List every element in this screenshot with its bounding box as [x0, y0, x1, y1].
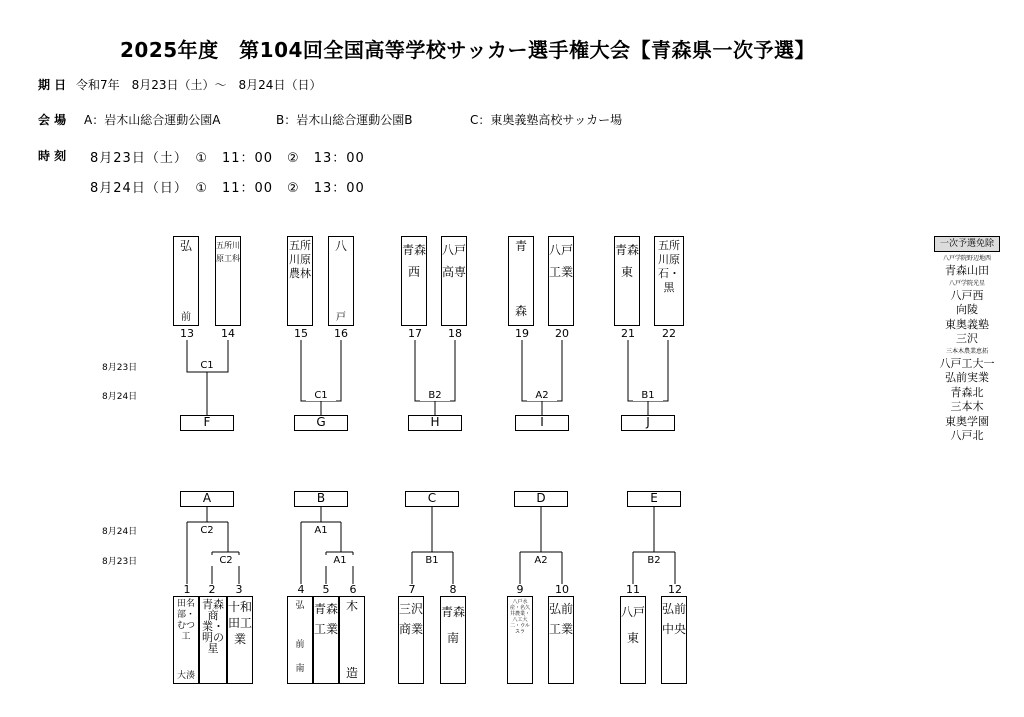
time-label: 時 刻 [38, 149, 67, 163]
team-box-11 [620, 596, 646, 684]
team-number: 7 [408, 583, 416, 596]
game-code: C2 [192, 525, 222, 536]
team-box-4 [287, 596, 313, 684]
game-code: C1 [192, 360, 222, 371]
team-number: 10 [555, 583, 569, 596]
exempt-item: 三本木農業恵拓 [945, 347, 988, 355]
game-code: B2 [420, 390, 450, 401]
team-number: 19 [515, 327, 529, 340]
slot-f: F [180, 415, 234, 431]
team-name-bottom: 前 南 [295, 640, 305, 674]
team-box-20 [548, 236, 574, 326]
team-box-21 [614, 236, 640, 326]
team-name: 十和田工業 [228, 600, 253, 646]
bottom-date-row-2: 8月23日 [102, 557, 138, 567]
game-code: A2 [527, 390, 557, 401]
exempt-item: 三本木 [950, 400, 984, 413]
team-box-22 [654, 236, 684, 326]
slot-a: A [180, 491, 234, 507]
top-date-row-1: 8月23日 [102, 363, 138, 373]
team-number: 21 [621, 327, 635, 340]
team-number: 20 [555, 327, 569, 340]
team-name: 青森東 [615, 243, 640, 279]
team-name: 八戸水産・名久井農業・八工大二・ウルスラ [509, 599, 530, 635]
team-number: 6 [349, 583, 357, 596]
team-box-19 [508, 236, 534, 326]
team-name-bottom: 造 [345, 666, 358, 680]
team-name: 青森西 [402, 243, 427, 279]
team-number: 12 [668, 583, 682, 596]
team-box-13 [173, 236, 199, 326]
team-name: 青 [514, 239, 527, 253]
top-date-row-2: 8月24日 [102, 392, 138, 402]
exempt-item: 向陵 [956, 303, 978, 316]
slot-j: J [621, 415, 675, 431]
team-box-10 [548, 596, 574, 684]
game-code: A1 [325, 555, 355, 566]
team-number: 9 [516, 583, 524, 596]
team-name: 八戸工業 [549, 243, 574, 279]
team-box-9 [507, 596, 533, 684]
team-name: 五所川原農林 [289, 239, 311, 280]
team-box-17 [401, 236, 427, 326]
game-code: A2 [526, 555, 556, 566]
exempt-item: 東奥学園 [945, 414, 989, 428]
team-box-18 [441, 236, 467, 326]
exempt-item: 青森北 [950, 385, 984, 399]
game-code: C1 [306, 390, 336, 401]
team-box-15 [287, 236, 313, 326]
team-name: 八戸高専 [442, 243, 467, 279]
team-name-bottom: 前 [181, 312, 191, 323]
team-number: 2 [208, 583, 216, 596]
exempt-list [924, 254, 1010, 444]
team-number: 11 [626, 583, 640, 596]
team-box-7 [398, 596, 424, 684]
team-name: 青森商業・明の星 [202, 598, 224, 655]
team-number: 16 [334, 327, 348, 340]
slot-h: H [408, 415, 462, 431]
slot-i: I [515, 415, 569, 431]
team-box-8 [440, 596, 466, 684]
team-name-bottom: 森 [514, 304, 527, 318]
team-number: 22 [662, 327, 676, 340]
exempt-item: 八戸西 [950, 288, 984, 302]
exempt-header: 一次予選免除 [934, 236, 1000, 252]
team-number: 14 [221, 327, 235, 340]
time-row-1: 8月23日（土） ① 11：00 ② 13：00 [90, 151, 365, 166]
exempt-item: 東奥義塾 [945, 317, 989, 331]
team-number: 17 [408, 327, 422, 340]
team-name: 三沢商業 [399, 602, 424, 636]
team-number: 1 [183, 583, 191, 596]
slot-g: G [294, 415, 348, 431]
team-name: 青森南 [441, 605, 466, 645]
team-name: 五所川原工科 [216, 241, 240, 263]
exempt-item: 八戸工大一 [939, 356, 995, 370]
game-code: B2 [639, 555, 669, 566]
team-number: 15 [294, 327, 308, 340]
exempt-item: 青森山田 [945, 264, 989, 277]
team-name: 八戸東 [621, 605, 646, 645]
venue-c: C：東奥義塾高校サッカー場 [470, 113, 623, 127]
team-name-bottom: 戸 [336, 312, 346, 323]
time-row-2: 8月24日（日） ① 11：00 ② 13：00 [90, 181, 365, 196]
game-code: B1 [417, 555, 447, 566]
team-box-12 [661, 596, 687, 684]
team-box-1 [173, 596, 199, 684]
slot-c: C [405, 491, 459, 507]
team-number: 13 [180, 327, 194, 340]
team-name: 田名部・むつ工 [176, 599, 195, 642]
team-box-16 [328, 236, 354, 326]
team-name-bottom: 大湊 [176, 671, 195, 681]
bottom-date-row-1: 8月24日 [102, 527, 138, 537]
team-name: 青森工業 [314, 602, 339, 636]
team-box-5 [313, 596, 339, 684]
date-value: 令和7年 8月23日（土）～ 8月24日（日） [76, 78, 322, 92]
exempt-item: 八戸学院野辺地西 [942, 255, 991, 262]
date-label: 期 日 [38, 78, 67, 92]
exempt-item: 八戸学院光星 [948, 279, 985, 287]
team-number: 8 [449, 583, 457, 596]
slot-b: B [294, 491, 348, 507]
venue-a: A：岩木山総合運動公園A [84, 113, 221, 127]
team-name: 弘 [295, 601, 305, 611]
team-box-14 [215, 236, 241, 326]
venue-b: B：岩木山総合運動公園B [276, 113, 413, 127]
exempt-item: 三沢 [956, 332, 978, 345]
team-name: 弘前工業 [549, 602, 574, 636]
team-box-2 [199, 596, 227, 684]
game-code: A1 [306, 525, 336, 536]
game-code: B1 [633, 390, 663, 401]
team-number: 18 [448, 327, 462, 340]
team-box-3 [227, 596, 253, 684]
team-box-6 [339, 596, 365, 684]
exempt-item: 弘前実業 [945, 371, 989, 384]
team-name: 弘 [179, 239, 192, 253]
team-number: 4 [297, 583, 305, 596]
venue-label: 会 場 [38, 113, 67, 127]
team-name: 弘前中央 [662, 602, 687, 636]
team-number: 5 [322, 583, 330, 596]
team-name: 八 [334, 239, 347, 253]
team-name: 木 [345, 599, 358, 613]
page-title: 2025年度 第104回全国高等学校サッカー選手権大会【青森県一次予選】 [120, 38, 816, 62]
game-code: C2 [211, 555, 241, 566]
team-number: 3 [235, 583, 243, 596]
exempt-item: 八戸北 [950, 429, 984, 442]
team-name: 五所川原石・黒 [658, 239, 680, 294]
slot-d: D [514, 491, 568, 507]
slot-e: E [627, 491, 681, 507]
